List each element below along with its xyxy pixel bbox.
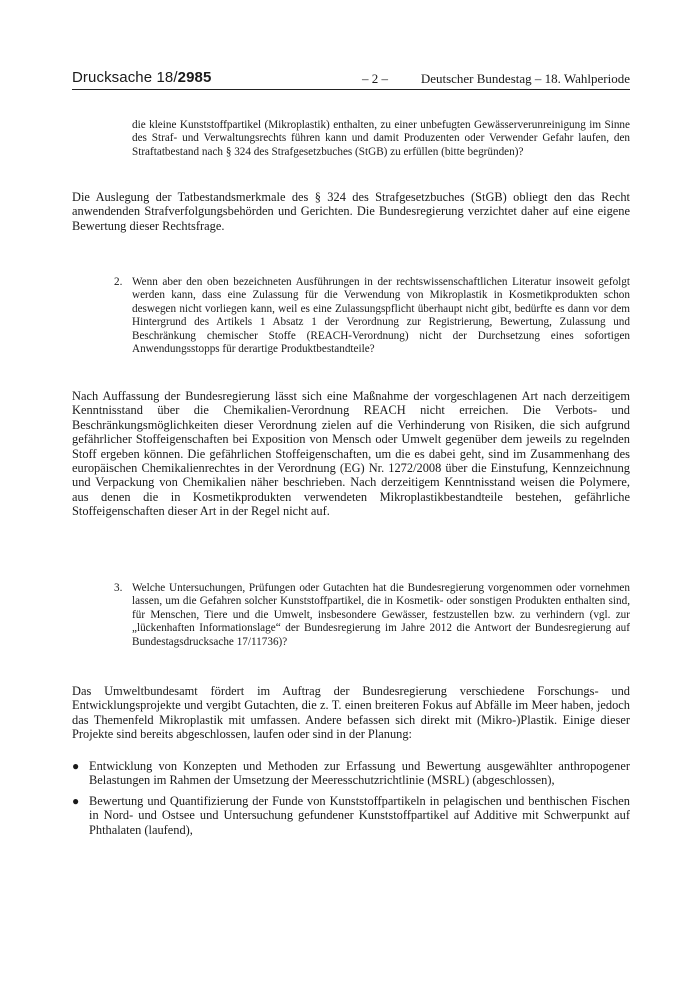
question-3-text: Welche Untersuchungen, Prüfungen oder Gutachten hat die Bundesregierung vorgenommen oder vornehmen lassen, um die Gefahren solcher Kunststoffpartikel, die in Kosmetik- oder sonstigen Produkten enthalten sind, für Menschen, Tiere und die Umwelt, insbesondere Gewässer, festzustellen bzw. zu verhindern (vgl. zur „lückenhaften Informationslage“ der Bundesregierung im Jahre 2012 die Antwort der Bundesregierung auf Bundestagsdrucksache 17/11736)? [132, 582, 630, 648]
question-3 [114, 582, 630, 649]
answer-2: Nach Auffassung der Bundesregierung lässt sich eine Maßnahme der vorgeschlagenen Art nach derzeitigem Kenntnisstand über die Chemikalien-Verordnung REACH nicht erreichen. Die Verbots- und Beschränkungsmöglichkeiten dieser Verordnung zielen auf die Verhinderung von Risiken, die sich aufgrund gefährlicher Stoffeigenschaften bei Exposition von Mensch oder Umwelt gegenüber dem jeweils zu regelnden Stoff ergeben können. Die gefährlichen Stoffeigenschaften, um die es dabei geht, sind im Zusammenhang des europäischen Chemikalienrechtes in der Verordnung (EG) Nr. 1272/2008 über die Einstufung, Kennzeichnung und Verpackung von Chemikalien näher beschrieben. Nach derzeitigem Kenntnisstand weisen die Polymere, aus denen die in Kosmetikprodukten verwendeten Mikroplastikbestandteile bestehen, gefährliche Stoffeigenschaften dieser Art in der Regel nicht auf. [72, 389, 630, 519]
list-item-text: Entwicklung von Konzepten und Methoden zur Erfassung und Bewertung ausgewählter anthropogener Belastungen im Rahmen der Umsetzung der Meeresschutzrichtlinie (MSRL) (abgeschlossen), [89, 759, 630, 788]
bullet-icon: ● [72, 759, 80, 773]
question-2 [114, 276, 630, 356]
project-list [72, 759, 630, 837]
question-2-number: 2. [114, 276, 123, 288]
answer-1: Die Auslegung der Tatbestandsmerkmale des § 324 des Strafgesetzbuches (StGB) obliegt den das Recht anwendenden Strafverfolgungsbehörden und Gerichten. Die Bundesregierung verzichtet daher auf eine eigene Bewertung dieser Rechtsfrage. [72, 190, 630, 233]
answer-3: Das Umweltbundesamt fördert im Auftrag der Bundesregierung verschiedene Forschungs- und Entwicklungsprojekte und vergibt Gutachten, die z. T. einen breiteren Fokus auf Abfälle im Meer haben, jedoch das Themenfeld Mikroplastik mit umfassen. Andere befassen sich direkt mit (Mikro-)Plastik. Einige dieser Projekte sind bereits abgeschlossen, laufen oder sind in der Planung: [72, 684, 630, 742]
list-item-text: Bewertung und Quantifizierung der Funde von Kunststoffpartikeln in pelagischen und benthischen Fischen in Nord- und Ostsee und Untersuchung gefundener Kunststoffpartikel auf Additive mit Schwerpunkt auf Phthalaten (laufend), [89, 793, 630, 837]
document-id: 2985 [177, 69, 212, 86]
bullet-icon: ● [72, 793, 80, 808]
page-number: – 2 – [362, 71, 388, 86]
question-2-text: Wenn aber den oben bezeichneten Ausführungen in der rechtswissenschaftlichen Literatur insoweit gefolgt werden kann, dass eine Zulassung für die Verwendung von Mikroplastik in Kosmetikprodukten schon deswegen nicht vorliegen kann, weil es eine Zulassungspflicht überhaupt nicht gibt, bedürfte es dann vor dem Hintergrund des Artikels 1 Absatz 1 der Verordnung zur Registrierung, Bewertung, Zulassung und Beschränkung chemischer Stoffe (REACH-Verordnung) nicht der Durchsetzung eines sofortigen Anwendungsstopps für derartige Produktbestandteile? [132, 276, 630, 356]
page-header [72, 67, 630, 90]
list-item [72, 759, 630, 788]
question-1-tail: die kleine Kunststoffpartikel (Mikroplastik) enthalten, zu einer unbefugten Gewässerverunreinigung im Sinne des Straf- und Verwaltungsrechts führen kann und damit Produzenten oder Verwender Gefahr laufen, den Straftatbestand nach § 324 des Strafgesetzbuches (StGB) zu erfüllen (bitte begründen)? [132, 119, 630, 158]
question-3-number: 3. [114, 582, 123, 594]
list-item [72, 794, 630, 837]
document-label: Drucksache 18/ [72, 69, 178, 86]
parliament-label: Deutscher Bundestag – 18. Wahlperiode [420, 71, 630, 86]
